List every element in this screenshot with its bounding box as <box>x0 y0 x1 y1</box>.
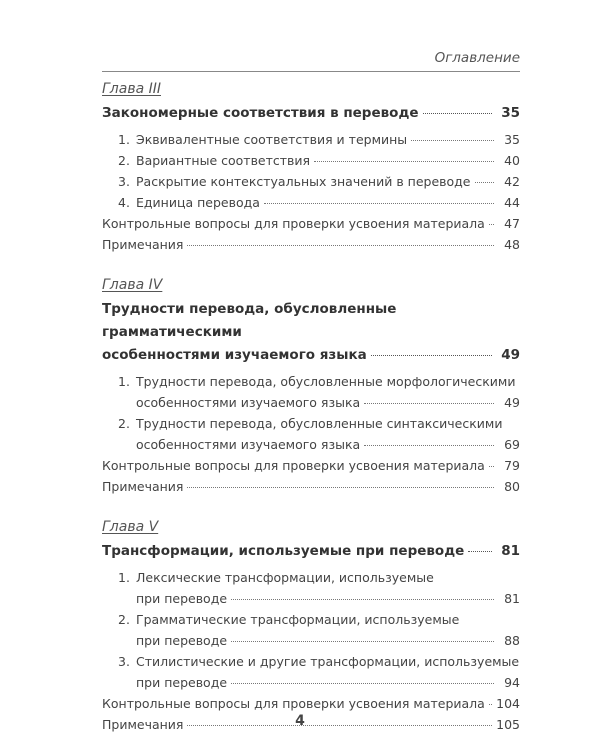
section-title: при переводе <box>136 591 228 606</box>
dot-leader <box>411 140 494 141</box>
extra-title: Контрольные вопросы для проверки усвоения материала <box>102 696 485 711</box>
section-number: 1. <box>118 570 130 585</box>
notes-entry[interactable] <box>102 234 520 255</box>
extra-page: 47 <box>504 216 520 231</box>
chapter-label: Глава IV <box>102 277 163 293</box>
dot-leader <box>475 182 495 183</box>
section-entry[interactable] <box>102 413 520 455</box>
header-rule <box>102 71 520 72</box>
section-entry[interactable] <box>102 567 520 609</box>
dot-leader <box>468 551 492 552</box>
section-number: 3. <box>118 174 130 189</box>
extra-title: Контрольные вопросы для проверки усвоения материала <box>102 216 485 231</box>
section-entry[interactable] <box>102 129 520 150</box>
review-questions-entry[interactable] <box>102 213 520 234</box>
chapter-4 <box>102 276 520 497</box>
extra-title: Контрольные вопросы для проверки усвоения материала <box>102 458 485 473</box>
page-number: 4 <box>295 713 305 729</box>
dot-leader <box>231 641 494 642</box>
extra-page: 80 <box>504 479 520 494</box>
review-questions-entry[interactable] <box>102 693 520 714</box>
dot-leader <box>489 704 492 705</box>
section-number: 2. <box>118 416 130 431</box>
extra-page: 48 <box>504 237 520 252</box>
section-title-line1: Лексические трансформации, используемые <box>136 570 434 585</box>
section-title-line1: Трудности перевода, обусловленные синтаксическими <box>136 416 503 431</box>
review-questions-entry[interactable] <box>102 455 520 476</box>
extra-title: Примечания <box>102 479 184 494</box>
extra-page: 105 <box>496 717 520 732</box>
dot-leader <box>489 224 494 225</box>
section-title: при переводе <box>136 675 228 690</box>
section-page: 69 <box>504 437 520 452</box>
chapter-title-text: особенностями изучаемого языка <box>102 347 367 363</box>
dot-leader <box>231 599 494 600</box>
dot-leader <box>371 355 492 356</box>
chapter-3 <box>102 80 520 255</box>
chapter-page: 81 <box>501 543 520 559</box>
dot-leader <box>489 466 494 467</box>
section-title: особенностями изучаемого языка <box>136 395 361 410</box>
section-number: 4. <box>118 195 130 210</box>
extra-title: Примечания <box>102 237 184 252</box>
section-number: 3. <box>118 654 130 669</box>
dot-leader <box>187 487 494 488</box>
running-header: Оглавление <box>434 50 520 66</box>
section-title: Вариантные соответствия <box>136 153 311 168</box>
section-title: Единица перевода <box>136 195 260 210</box>
dot-leader <box>264 203 494 204</box>
section-entry[interactable] <box>102 651 520 693</box>
extra-title: Примечания <box>102 717 184 732</box>
section-number: 2. <box>118 153 130 168</box>
section-page: 35 <box>504 132 520 147</box>
section-title: особенностями изучаемого языка <box>136 437 361 452</box>
chapter-5 <box>102 518 520 735</box>
section-page: 94 <box>504 675 520 690</box>
dot-leader <box>364 403 494 404</box>
section-page: 88 <box>504 633 520 648</box>
section-page: 42 <box>504 174 520 189</box>
extra-page: 79 <box>504 458 520 473</box>
section-entry[interactable] <box>102 371 520 413</box>
table-of-contents <box>102 80 520 756</box>
section-number: 2. <box>118 612 130 627</box>
section-number: 1. <box>118 374 130 389</box>
section-page: 81 <box>504 591 520 606</box>
section-entry[interactable] <box>102 171 520 192</box>
section-entry[interactable] <box>102 192 520 213</box>
section-entry[interactable] <box>102 609 520 651</box>
section-title: Эквивалентные соответствия и термины <box>136 132 408 147</box>
dot-leader <box>314 161 494 162</box>
dot-leader <box>187 245 494 246</box>
section-title-line1: Грамматические трансформации, используемые <box>136 612 460 627</box>
section-title-line1: Стилистические и другие трансформации, используемые <box>136 654 520 669</box>
chapter-label: Глава III <box>102 81 161 97</box>
chapter-title[interactable] <box>102 298 520 367</box>
section-title: при переводе <box>136 633 228 648</box>
chapter-title-line1: Трудности перевода, обусловленные грамматическими <box>102 301 397 340</box>
chapter-title[interactable] <box>102 540 520 563</box>
chapter-title[interactable] <box>102 102 520 125</box>
chapter-page: 49 <box>501 347 520 363</box>
notes-entry[interactable] <box>102 476 520 497</box>
section-title-line1: Трудности перевода, обусловленные морфологическими <box>136 374 516 389</box>
dot-leader <box>364 445 494 446</box>
section-title: Раскрытие контекстуальных значений в переводе <box>136 174 471 189</box>
dot-leader <box>231 683 494 684</box>
chapter-title-text: Закономерные соответствия в переводе <box>102 105 419 121</box>
section-number: 1. <box>118 132 130 147</box>
section-page: 44 <box>504 195 520 210</box>
chapter-title-text: Трансформации, используемые при переводе <box>102 543 465 559</box>
extra-page: 104 <box>496 696 520 711</box>
section-page: 40 <box>504 153 520 168</box>
section-entry[interactable] <box>102 150 520 171</box>
chapter-page: 35 <box>501 105 520 121</box>
dot-leader <box>423 113 492 114</box>
section-page: 49 <box>504 395 520 410</box>
chapter-label: Глава V <box>102 519 159 535</box>
